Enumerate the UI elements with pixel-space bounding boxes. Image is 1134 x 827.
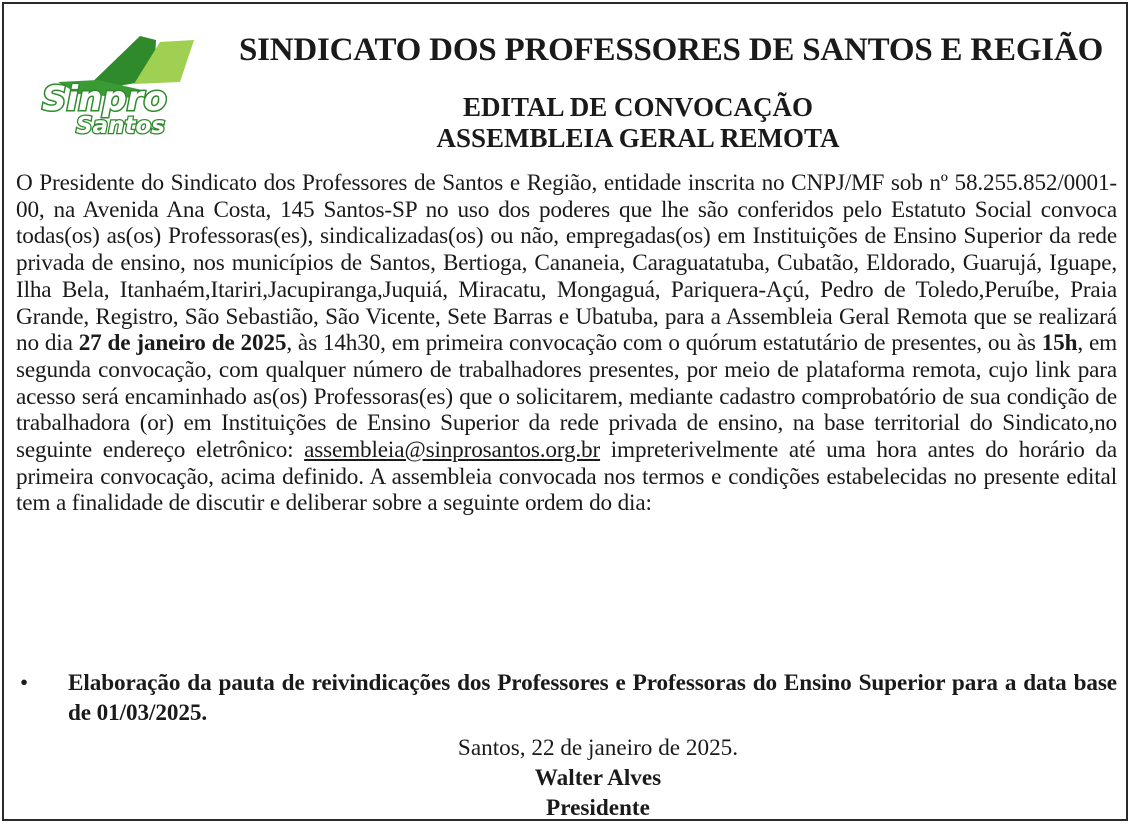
svg-text:Santos: Santos <box>76 113 165 138</box>
svg-text:Sinpro: Sinpro <box>42 79 167 119</box>
sinpro-santos-logo <box>38 34 198 138</box>
edital-title-line2: ASSEMBLEIA GERAL REMOTA <box>436 123 840 153</box>
organization-title: SINDICATO DOS PROFESSORES DE SANTOS E REGIÃO <box>238 32 1104 68</box>
signatory-name: Walter Alves <box>534 765 662 791</box>
bullet-mark: • <box>20 670 29 696</box>
convocation-body <box>16 170 1117 517</box>
agenda-list <box>16 668 1117 728</box>
assembly-date: 27 de janeiro de 2025 <box>78 330 287 357</box>
signatory-role: Presidente <box>546 795 650 821</box>
body-text-part3: , em segunda convocação, com qualquer número de trabalhadores presentes, por meio de plataforma remota, cujo link para acesso será encaminhado as(os) Professoras(es) que o solicitarem, mediante cadastro comprobatório de sua condição de trabalhadora (or) em Instituições de Ensino Superior da rede privada de ensino, na base territorial do Sindicato,no seguinte endereço eletrônico: <box>16 330 1117 464</box>
email-link[interactable]: assembleia@sinprosantos.org.br <box>304 437 601 464</box>
body-text-part4: impreterivelmente até uma hora antes do horário da primeira convocação, acima definido. A assembleia convocada nos termos e condições estabelecidas no presente edital tem a finalidade de discutir e deliberar sobre a seguinte ordem do dia: <box>16 437 1117 517</box>
signature-block <box>330 733 866 823</box>
agenda-item: Elaboração da pauta de reivindicações dos Professores e Professoras do Ensino Superior para a data base de 01/03/2025. <box>68 670 1117 726</box>
body-text-part1: O Presidente do Sindicato dos Professores de Santos e Região, entidade inscrita no CNPJ/MF sob nº 58.255.852/0001-00, na Avenida Ana Costa, 145 Santos-SP no uso dos poderes que lhe são conferidos pelo Estatuto Social convoca todas(os) as(os) Professoras(es), sindicalizadas(os) ou não, empregadas(os) em Instituições de Ensino Superior da rede privada de ensino, nos municípios de Santos, Bertioga, Cananeia, Caraguatatuba, Cubatão, Eldorado, Guarujá, Iguape, Ilha Bela, Itanhaém,Itariri,Jacupiranga,Juquiá, Miracatu, Mongaguá, Pariquera-Açú, Pedro de Toledo,Peruíbe, Praia Grande, Registro, São Sebastião, São Vicente, Sete Barras e Ubatuba, para a Assembleia Geral Remota que se realizará no dia <box>16 170 1117 357</box>
body-text-part2: , às 14h30, em primeira convocação com o quórum estatutário de presentes, ou às <box>286 330 1042 357</box>
edital-heading <box>330 92 946 154</box>
edital-title-line1: EDITAL DE CONVOCAÇÃO <box>463 92 813 122</box>
second-call-time: 15h <box>1041 330 1078 357</box>
place-date: Santos, 22 de janeiro de 2025. <box>457 735 739 761</box>
